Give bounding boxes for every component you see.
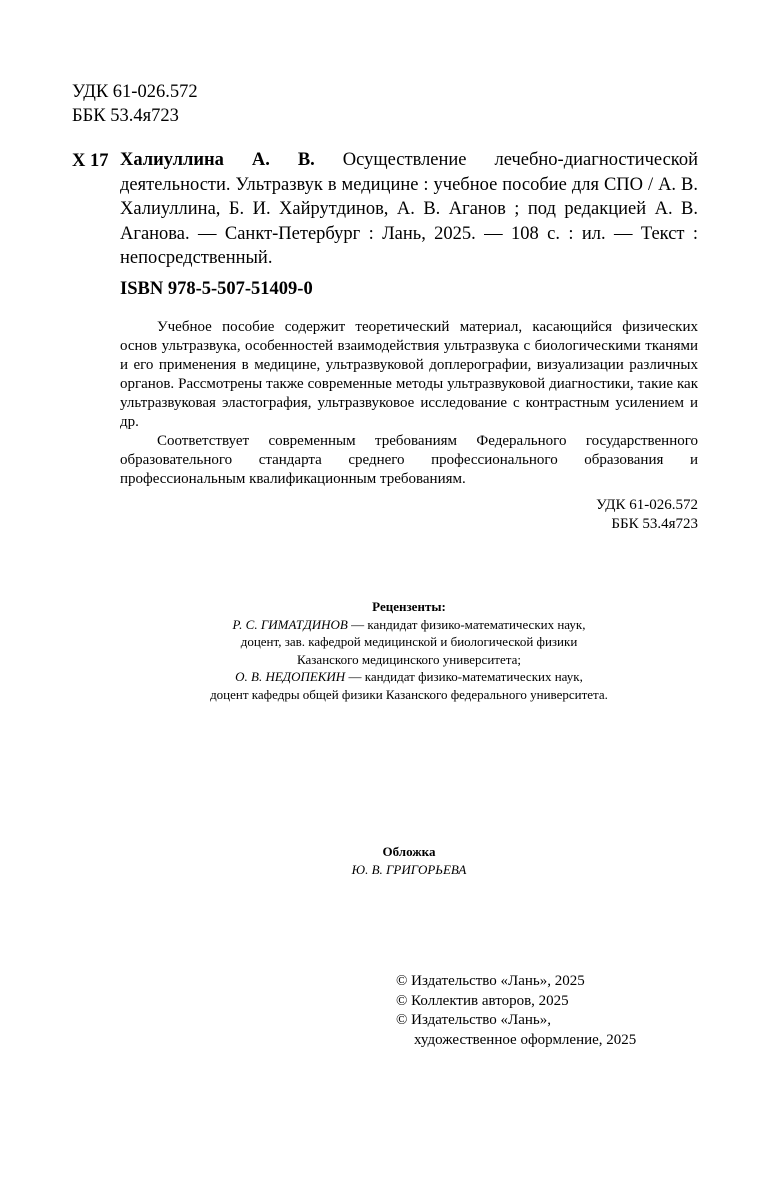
udk-code: УДК 61-026.572 bbox=[72, 82, 198, 102]
classification-block bbox=[72, 80, 198, 128]
author-sign: Х 17 bbox=[72, 151, 109, 171]
entry-text: Осуществление лечебно-диагностической деятельности. Ультразвук в медицине : учебное пособие для СПО / А. В. Халиуллина, Б. И. Хайрутдинов, А. В. Аганов ; под редакцией А. В. Аганова. — Санкт-Петербург : Лань, 2025. — 108 с. : ил. — Текст : непосредственный. bbox=[120, 150, 699, 268]
udk-code: УДК 61-026.572 bbox=[596, 497, 698, 513]
reviewer-line: доцент, зав. кафедрой медицинской и биологической физики bbox=[240, 634, 578, 649]
reviewers-block bbox=[120, 598, 698, 703]
abstract-paragraph: Соответствует современным требованиям Федерального государственного образовательного стандарта среднего профессионального образования и профессиональным квалификационным требованиям. bbox=[120, 433, 698, 487]
reviewers-heading: Рецензенты: bbox=[372, 599, 446, 614]
bbk-code: ББК 53.4я723 bbox=[72, 106, 179, 126]
classification-block-right bbox=[596, 496, 698, 534]
cover-credit bbox=[120, 843, 698, 878]
copyright-line: художественное оформление, 2025 bbox=[414, 1031, 637, 1048]
bbk-code: ББК 53.4я723 bbox=[611, 516, 698, 532]
reviewer-line bbox=[120, 616, 698, 634]
reviewer-text: — кандидат физико-математических наук, bbox=[345, 669, 583, 684]
cover-heading: Обложка bbox=[382, 844, 436, 859]
abstract-paragraph: Учебное пособие содержит теоретический материал, касающийся физических основ ультразвука, особенностей взаимодействия ультразвука с биологическими тканями и его применения в медицине, ультразвуковой доплерографии, визуализации различных органов. Рассмотрены также современные методы ультразвуковой диагностики, такие как ультразвуковая эластография, ультразвуковое исследование с контрастным усилением и др. bbox=[120, 319, 698, 430]
reviewer-text: — кандидат физико-математических наук, bbox=[347, 616, 586, 632]
copyright-block bbox=[396, 972, 636, 1050]
reviewer-line: Казанского медицинского университета; bbox=[297, 651, 521, 667]
cover-artist: Ю. В. ГРИГОРЬЕВА bbox=[351, 861, 467, 877]
copyright-line: © Коллектив авторов, 2025 bbox=[396, 992, 569, 1009]
reviewer-name: О. В. НЕДОПЕКИН bbox=[235, 669, 346, 684]
reviewer-line bbox=[120, 668, 698, 686]
abstract bbox=[120, 318, 698, 489]
bibliographic-entry bbox=[120, 148, 698, 271]
reviewer-name: Р. С. ГИМАТДИНОВ bbox=[232, 616, 348, 632]
reviewer-line: доцент кафедры общей физики Казанского федерального университета. bbox=[210, 686, 608, 702]
copyright-line: © Издательство «Лань», 2025 bbox=[396, 973, 585, 989]
isbn: ISBN 978-5-507-51409-0 bbox=[120, 279, 313, 299]
entry-author: Халиуллина А. В. bbox=[120, 150, 315, 170]
copyright-line: © Издательство «Лань», bbox=[396, 1012, 551, 1028]
